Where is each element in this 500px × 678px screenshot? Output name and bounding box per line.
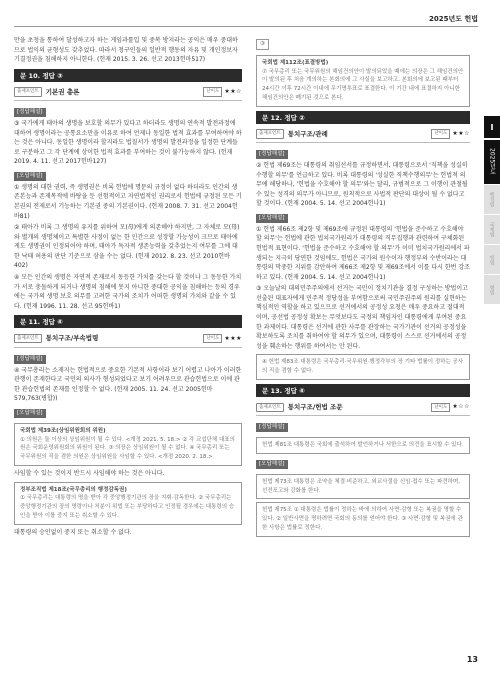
chapter-tab-number[interactable]: I <box>484 116 500 138</box>
difficulty-badge: 난이도 <box>431 129 450 138</box>
difficulty-stars: ★★☆ <box>224 88 242 96</box>
wrong-explanation: ③ 오늘날의 대의민주주의에서 선거는 국민이 정치기관을 결정 구성하는 방법이고 선출된 대표자에게 민주적 정당성을 부여함으로써 국민주권주의 원리를 실현하는 핵심적인 역할을 하고 있으므로 선거에서의 공정성 요청은 매우 중요하고 절대적이며, 공선법 공정성 확보는 무엇보다도 국정의 책임자인 대통령에게 부여된 중요한 과제이다. 대통령은 선거에 관한 사무를 관장하는 국가기관이 선거의 공정성을 확보하도록 조치를 취하여야 할 의무가 있으며, 대통령이 스스로 선거에서의 공정성을 훼손하는 행위를 하여서는 안 된다. <box>256 285 468 350</box>
section-label: [정답해설] <box>14 108 46 117</box>
point-badge: 출제포인트 <box>14 87 42 96</box>
right-column <box>256 36 470 540</box>
question-12-header: 문 12. 정답 ② <box>256 111 470 124</box>
wrong-explanation: ② 태아가 비록 그 생명의 유지를 위하여 모(母)에게 의존해야 하지만, 그 자체로 모(母)와 별개의 생명체이고 특별한 사정이 없는 한 인간으로 성장할 가능성이 크므로 태아에게도 생명권이 인정되어야 하며, 태아가 독자적 생존능력을 갖추었는지 여부를 그에 대한 낙태 허용의 판단 기준으로 삼을 수는 없다. (헌재 2012. 8. 23. 선고 2010헌바402) <box>14 224 240 270</box>
question-13-meta <box>256 400 470 416</box>
section-label: [정답해설] <box>256 423 288 432</box>
law-text: ① 의원은 둘 이상의 상임위원이 될 수 있다. <개정 2021. 5. 18.> ② 각 교섭단체 대표의원은 국회운영위원회의 위원이 된다. ③ 의장은 상임위원이 될 수 없다. ④ 국무총리 또는 국무위원의 직을 겸한 의원은 상임위원을 사임할 수 있다. <개정 2020. 2. 18.> <box>20 436 235 461</box>
page-number: 13 <box>466 655 478 664</box>
intro-paragraph: 만을 초청을 통하여 달성하고자 하는 게임과룰입 및 중복 방지라는 공익은 매우 중대하므로 법익의 균형성도 갖추었다. 따라서 청구인들의 일반적 행동의 자유 및 개인정보자기결정권을 침해하지 아니한다. (헌재 2015. 3. 26. 선고 2013헌마517) <box>14 37 238 64</box>
law-title: 정부조직법 제18조(국무총리의 행정감독권) <box>20 486 127 493</box>
section-label: [오답해설] <box>256 214 288 223</box>
wrong-explanation: ① 생명의 대한 권력, 즉 생명권은 비록 헌법에 명문의 규정이 없다 하더라도 인간의 생존본능과 존재목적에 바탕을 둔 선험적이고 자연법적인 권리로서 헌법에 규정된 모든 기본권의 전제로서 기능하는 기본권 중의 기본권이다. (헌재 2008. 7. 31. 선고 2004헌바81) <box>14 183 242 220</box>
law-text: 헌법 제73조 대통령은 조약을 체결·비준하고, 외교사절을 신임·접수 또는 파견하며, 선전포고와 강화를 한다. <box>262 478 460 494</box>
law-text: ⑦ 국무총리 또는 국무위원의 해임건의안이 발의되었을 때에는 의장은 그 해임건의안이 발의된 후 처음 개의하는 본회의에 그 사실을 보고하고, 본회의에 보고된 때부터 24시간 이후 72시간 이내에 무기명투표로 표결한다. 이 기간 내에 표결하지 아니한 해임건의안은 폐기된 것으로 본다. <box>262 68 464 101</box>
point-badge: 출제포인트 <box>256 129 284 138</box>
point-badge: 출제포인트 <box>256 403 284 412</box>
difficulty-stars: ★★☆ <box>452 130 470 138</box>
running-header: 2025년도 헌법 <box>429 15 478 23</box>
law-title: 국회법 제112조(표결방법) <box>262 59 329 66</box>
question-11-header: 문 11. 정답 ④ <box>14 315 242 328</box>
law-excerpt-box <box>14 482 242 525</box>
note-text: 사임할 수 있는 것이지 반드시 사임해야 하는 것은 아니다. <box>14 470 165 477</box>
question-12-meta <box>256 127 470 143</box>
law-text: ④ 헌법 제83조 대통령은 국무총리·국무위원·행정각부의 장 기타 법률이 정하는 공사의 직을 겸할 수 없다. <box>262 359 464 375</box>
law-text: 헌법 제81조 대통령은 국회에 출석하여 발언하거나 서한으로 의견을 표시할 수 있다. <box>262 442 464 449</box>
law-excerpt-box <box>256 55 470 107</box>
question-10-meta <box>14 85 242 101</box>
law-excerpt-box <box>256 502 470 536</box>
question-13-header: 문 13. 정답 ④ <box>256 384 470 397</box>
note-text: 대통령의 승인없이 중지 또는 취소할 수 없다. <box>14 528 132 536</box>
section-label: [오답해설] <box>14 409 46 418</box>
answer-explanation: ④ 국무총리는 소재지는 헌법적으로 중요한 기본적 사항이라 보기 어렵고 나아가 이러한 관행이 존재한다고 국민의 의사가 형성되었다고 보기 어려우므로 관습헌법으로 이에 관한 관습헌법의 존재를 인정할 수 없다. (헌재 2005. 11. 24. 선고 2005헌마579,763(병합)) <box>14 366 242 403</box>
left-column <box>14 36 242 539</box>
law-excerpt-box <box>256 474 470 500</box>
question-topic: 기본권 총론 <box>45 87 80 96</box>
question-topic: 통치구조/헌법 조문 <box>287 403 343 412</box>
chapter-tab[interactable]: 형법 <box>484 274 500 304</box>
header-rule <box>14 26 478 27</box>
question-topic: 통치구조/부속법령 <box>45 334 99 343</box>
chapter-tab[interactable]: 국제법 <box>484 214 500 244</box>
section-label: ③ <box>256 39 269 50</box>
answer-explanation: ② 헌법 제69조는 대통령의 취임선서를 규정하면서, 대통령으로서 '직책을 성실히 수행할 의무'를 언급하고 있다. 비록 대통령의 '성실한 직책수행의무'는 헌법적 의무에 해당하나, '헌법을 수호해야 할 의무'와는 달리, 규범적으로 그 이행이 관철될 수 있는 성격의 의무가 아니므로, 원칙적으로 사법적 판단의 대상이 될 수 없다고 할 것이다. (헌재 2004. 5. 14. 선고 2004헌나1) <box>256 161 468 208</box>
law-text: 헌법 제75조 ① 대통령은 법률이 정하는 바에 의하여 사면·감형 또는 복권을 명할 수 있다. ② 일반사면을 명하려면 국회의 동의를 얻어야 한다. ③ 사면·감형 및 복권에 관한 사항은 법률로 정한다. <box>262 507 463 532</box>
law-title: 국회법 제39조(상임위원회의 위원) <box>20 427 106 434</box>
difficulty-stars: ★★★ <box>224 334 242 342</box>
difficulty-stars: ★☆☆ <box>452 403 470 411</box>
section-label: [오답해설] <box>256 460 288 469</box>
chapter-tab[interactable]: 행정법 <box>484 184 500 214</box>
section-label: [정답해설] <box>14 355 46 364</box>
law-text: ① 국무총리는 대통령의 명을 받아 각 중앙행정기관의 장을 지휘·감독한다. ② 국무총리는 중앙행정기관의 장의 명령이나 처분이 위법 또는 부당하다고 인정될 경우에는 대통령의 승인을 받아 이를 중지 또는 취소할 수 있다. <box>20 495 235 519</box>
wrong-explanation: ① 헌법 제66조 제2항 및 제69조에 규정된 대통령의 '헌법을 준수하고 수호해야 할 의무'는 헌법에 관한 법치국가원리가 대통령의 직무집행과 관련하여 구체화된 헌법적 표현이다. '헌법을 준수하고 수호해야 할 의무'가 이미 법치국가원리에서 파생되는 지극히 당연한 것임에도, 헌법은 국가의 원수이자 행정부의 수반이라는 대통령의 막중한 지위를 감안하여 제66조 제2항 및 제69조에서 이를 다시 한번 강조하고 있다. (헌재 2004. 5. 14. 선고 2004헌나1) <box>256 225 470 281</box>
law-excerpt-box <box>256 437 470 454</box>
law-excerpt-box <box>256 354 470 380</box>
chapter-tab-active[interactable]: 2025년도 <box>484 140 500 184</box>
question-10-header: 문 10. 정답 ③ <box>14 69 242 82</box>
question-11-meta <box>14 331 242 347</box>
difficulty-badge: 난이도 <box>431 403 450 412</box>
answer-explanation: ③ 국가에게 태아의 생명을 보호할 의무가 있다고 하더라도 생명의 연속적 발전과정에 대하여 생명이라는 공통요소만을 이유로 하여 언제나 동일한 법적 효과를 부여하여야 하는 것은 아니다. 동일한 생명이라 할지라도 법질서가 생명의 발전과정을 일정한 단계들로 구분하고 그 각 단계에 상이한 법적 효과를 부여하는 것이 불가능하지 않다. (헌재 2019. 4. 11. 선고 2017헌바127) <box>14 119 242 166</box>
section-label: [정답해설] <box>256 150 288 159</box>
chapter-tab[interactable]: 헌법 <box>484 244 500 274</box>
section-label: [오답해설] <box>14 172 46 181</box>
wrong-explanation: ④ 모든 인간의 생명은 자연적 존재로서 동등한 가치를 갖는다 할 것이나 그 동등한 가치가 서로 충돌하게 되거나 생명의 침해에 못지 아니한 중대한 공익을 침해하는 등의 경우에는 국가의 생명 보호 의무를 고려한 국가의 조치가 어떠한 생명의 가치와 같을 수 있다. (헌재 1996. 11. 28. 선고 95헌바1) <box>14 274 242 310</box>
difficulty-badge: 난이도 <box>203 87 222 96</box>
question-topic: 통치구조/관례 <box>287 129 328 138</box>
point-badge: 출제포인트 <box>14 334 42 343</box>
difficulty-badge: 난이도 <box>203 334 222 343</box>
law-excerpt-box <box>14 423 242 466</box>
